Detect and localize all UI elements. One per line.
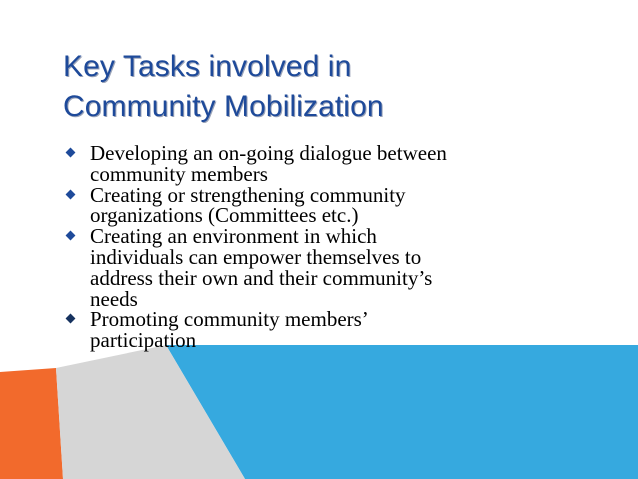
bullet-line: participation (90, 328, 197, 353)
bullet-line: Creating or strengthening community (90, 182, 406, 207)
title-line: Community Mobilization (63, 90, 384, 123)
diamond-bullet-icon (66, 148, 76, 158)
diamond-bullet-icon (66, 189, 76, 199)
bullet-list (66, 143, 606, 351)
bullet-line: needs (90, 286, 138, 311)
slide-title (63, 47, 623, 127)
blue-band (166, 345, 638, 479)
bullet-line: Creating an environment in which (90, 224, 377, 249)
orange-corner (0, 368, 63, 479)
bullet-line: Promoting community members’ (90, 307, 369, 332)
bullet-item (66, 309, 606, 351)
bullet-item (66, 182, 606, 228)
bullet-item (66, 226, 606, 309)
title-line: Key Tasks involved in (63, 50, 352, 83)
bullet-line: Developing an on-going dialogue between (90, 141, 447, 165)
bullet-line: community members (90, 161, 268, 186)
bullet-item (66, 143, 606, 185)
diamond-bullet-icon (66, 231, 76, 241)
bullet-line: address their own and their community’s (90, 265, 433, 290)
bullet-line: individuals can empower themselves to (90, 244, 422, 269)
bullet-line: organizations (Committees etc.) (90, 203, 359, 228)
diamond-bullet-icon (66, 314, 76, 324)
